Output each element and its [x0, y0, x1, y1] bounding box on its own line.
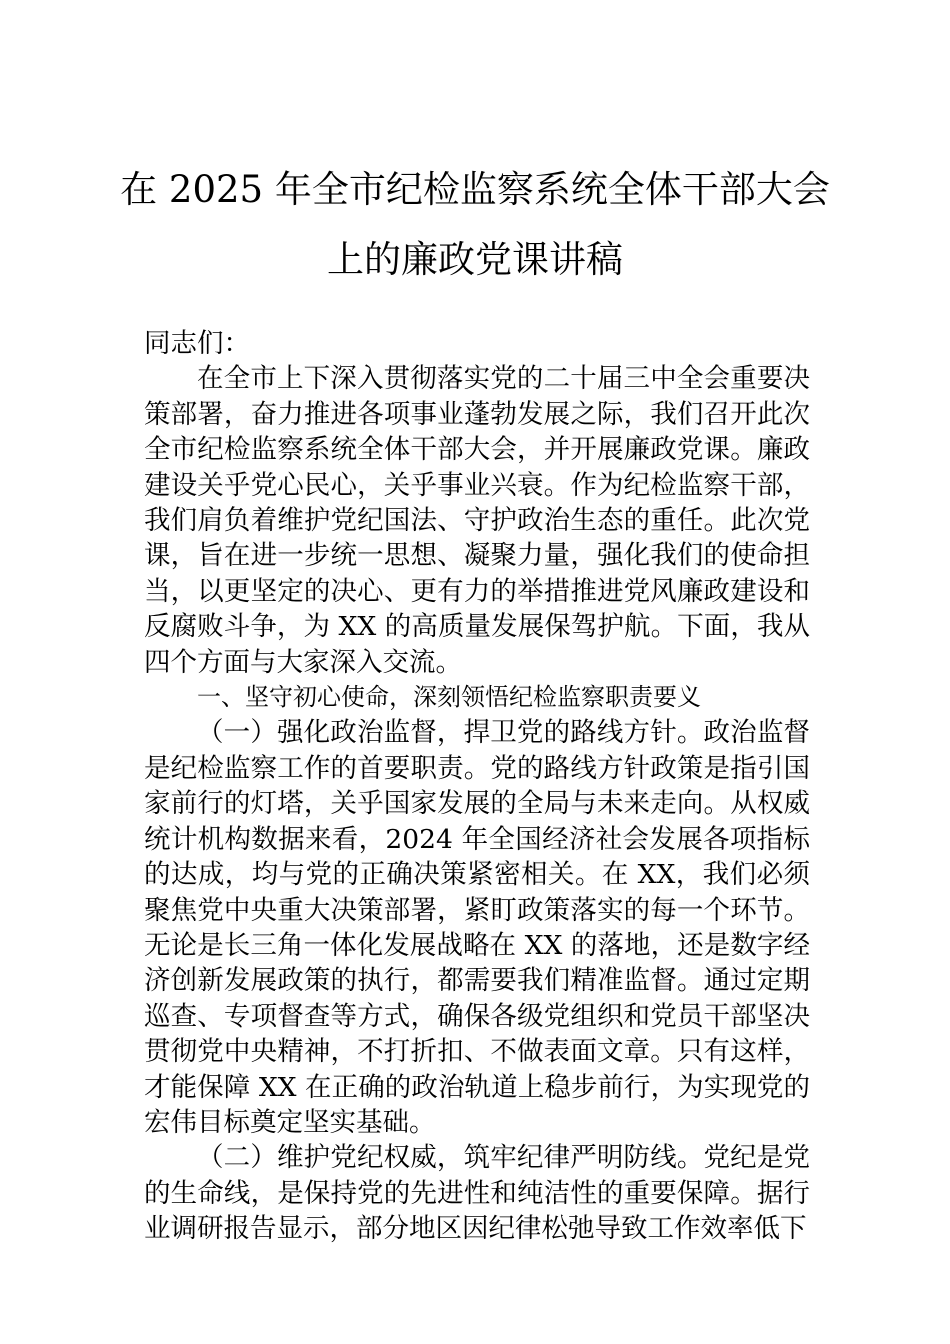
paragraph-intro: 在全市上下深入贯彻落实党的二十届三中全会重要决策部署，奋力推进各项事业蓬勃发展之际，我们召开此次全市纪检监察系统全体干部大会，并开展廉政党课。廉政建设关乎党心民心，关乎事业兴衰。作为纪检监察干部，我们肩负着维护党纪国法、守护政治生态的重任。此次党课，旨在进一步统一思想、凝聚力量，强化我们的使命担当，以更坚定的决心、更有力的举措推进党风廉政建设和反腐败斗争，为 XX 的高质量发展保驾护航。下面，我从四个方面与大家深入交流。 [144, 363, 810, 678]
paragraph-party-discipline: （二）维护党纪权威，筑牢纪律严明防线。党纪是党的生命线，是保持党的先进性和纯洁性的重要保障。据行业调研报告显示，部分地区因纪律松弛导致工作效率低下 [144, 1142, 810, 1245]
paragraph-political-supervision: （一）强化政治监督，捍卫党的路线方针。政治监督是纪检监察工作的首要职责。党的路线方针政策是指引国家前行的灯塔，关乎国家发展的全局与未来走向。从权威统计机构数据来看，2024 年全国经济社会发展各项指标的达成，均与党的正确决策紧密相关。在 XX，我们必须聚焦党中央重大决策部署，紧盯政策落实的每一个环节。无论是长三角一体化发展战略在 XX 的落地，还是数字经济创新发展政策的执行，都需要我们精准监督。通过定期巡查、专项督查等方式，确保各级党组织和党员干部坚决贯彻党中央精神，不打折扣、不做表面文章。只有这样，才能保障 XX 在正确的政治轨道上稳步前行，为实现党的宏伟目标奠定坚实基础。 [144, 717, 810, 1138]
document-title-line-2: 上的廉政党课讲稿 [327, 238, 623, 281]
salutation: 同志们： [144, 328, 250, 359]
document-title-line-1: 在 2025 年全市纪检监察系统全体干部大会 [120, 168, 830, 211]
document-body [144, 326, 810, 1247]
section-heading-1: 一、坚守初心使命，深刻领悟纪检监察职责要义 [197, 683, 701, 712]
